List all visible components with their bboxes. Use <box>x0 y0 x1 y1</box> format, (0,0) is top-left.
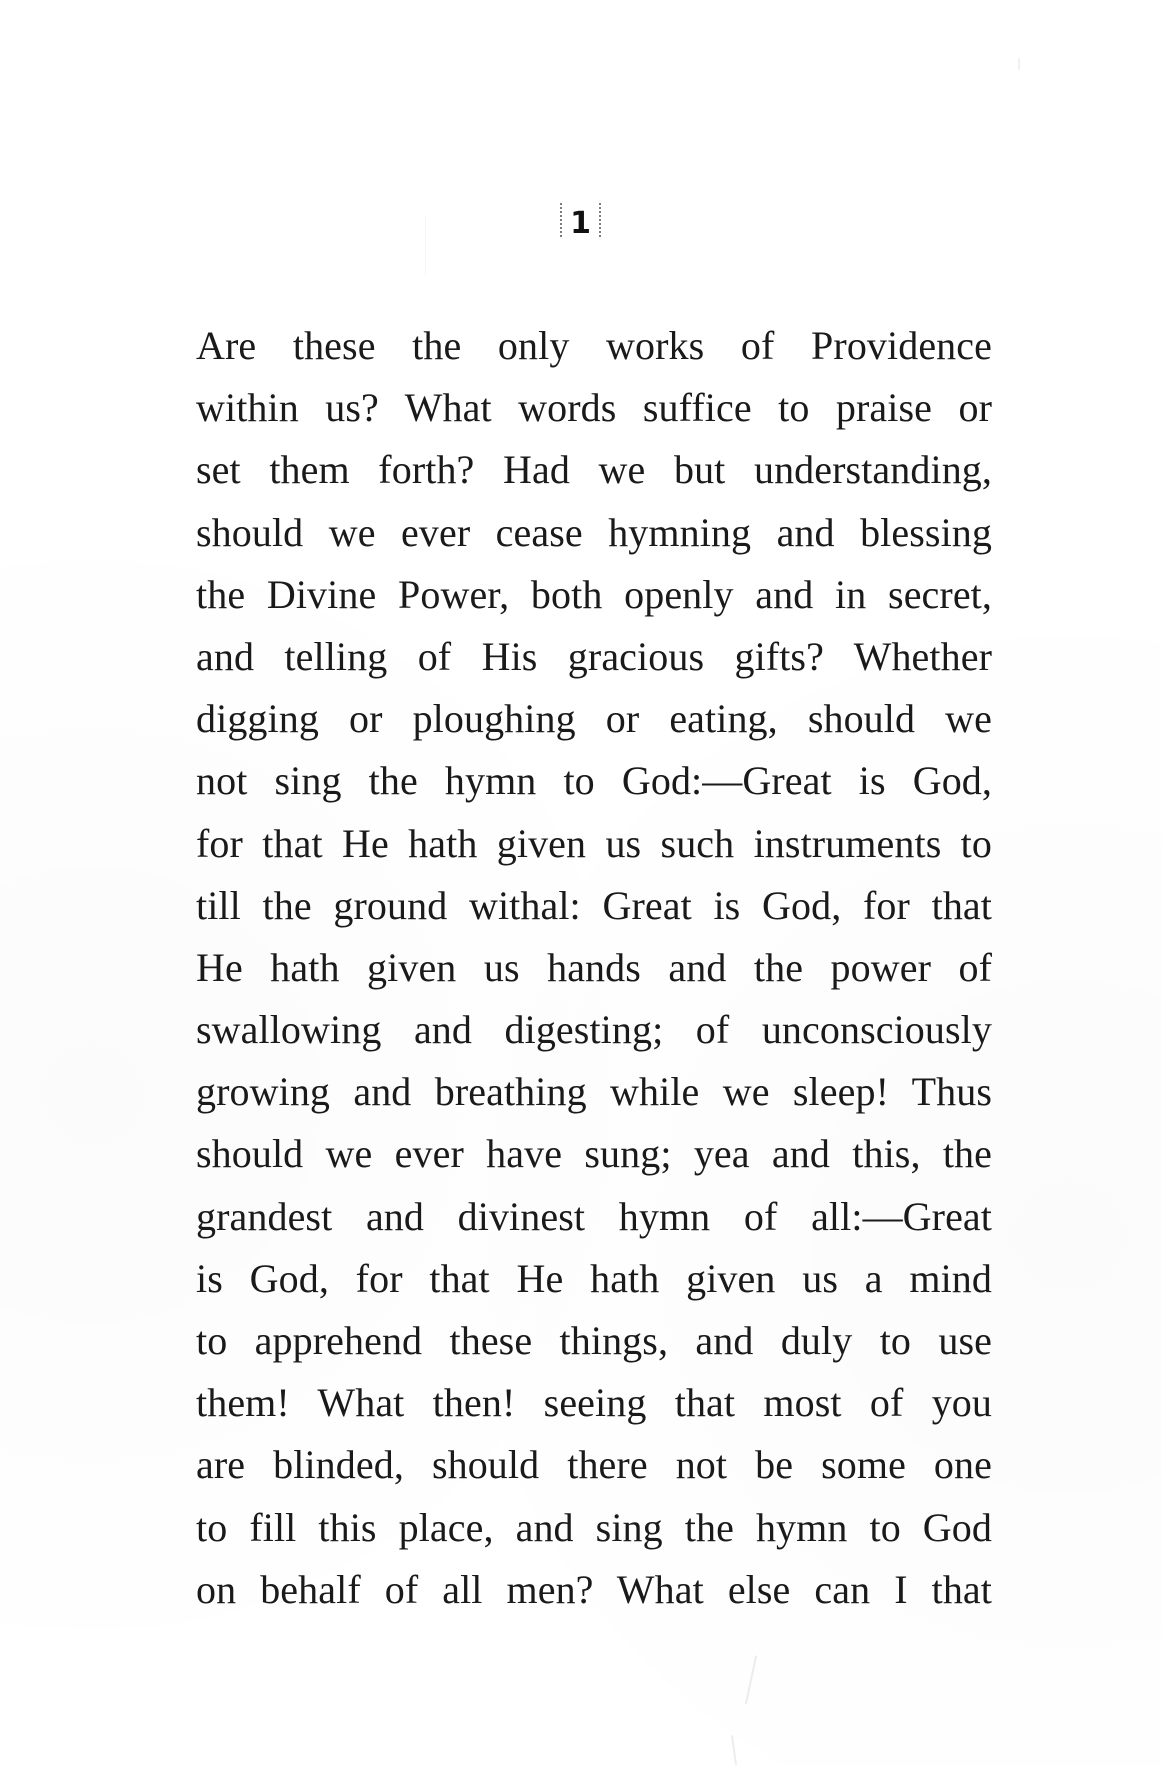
paper-mark <box>731 1735 737 1765</box>
page-number-right-rule <box>599 203 601 239</box>
page-number-text: 1 <box>570 206 591 241</box>
body-line: them! What then! seeing that most of you <box>196 1380 992 1426</box>
body-line: Are these the only works of Providence <box>196 323 992 368</box>
body-line: are blinded, should there not be some one <box>196 1442 992 1488</box>
paper-mark <box>1018 58 1020 70</box>
body-line: not sing the hymn to God:—Great is God, <box>196 758 992 804</box>
body-line: swallowing and digesting; of unconsciously <box>196 1007 992 1053</box>
paper-mark <box>745 1655 757 1704</box>
page-number-left-rule <box>560 203 562 239</box>
page-number <box>0 203 1161 239</box>
body-line: till the ground withal: Great is God, for that <box>196 882 992 928</box>
body-line: within us? What words suffice to praise or <box>196 385 992 431</box>
body-line: to apprehend these things, and duly to use <box>196 1318 992 1363</box>
body-line: grandest and divinest hymn of all:—Great <box>196 1193 992 1239</box>
body-text <box>196 315 992 1621</box>
body-line: on behalf of all men? What else can I that <box>196 1566 992 1612</box>
body-line: digging or ploughing or eating, should we <box>196 696 992 742</box>
body-line: to fill this place, and sing the hymn to God <box>196 1504 992 1550</box>
body-line: should we ever cease hymning and blessing <box>196 509 992 555</box>
body-line: is God, for that He hath given us a mind <box>196 1255 992 1301</box>
body-line: and telling of His gracious gifts? Whether <box>196 633 992 679</box>
body-line: He hath given us hands and the power of <box>196 944 992 990</box>
body-line: set them forth? Had we but understanding, <box>196 447 992 493</box>
body-line: the Divine Power, both openly and in secret, <box>196 571 992 617</box>
body-line: growing and breathing while we sleep! Thus <box>196 1069 992 1115</box>
body-line: should we ever have sung; yea and this, the <box>196 1131 992 1177</box>
body-line: for that He hath given us such instruments to <box>196 820 992 866</box>
